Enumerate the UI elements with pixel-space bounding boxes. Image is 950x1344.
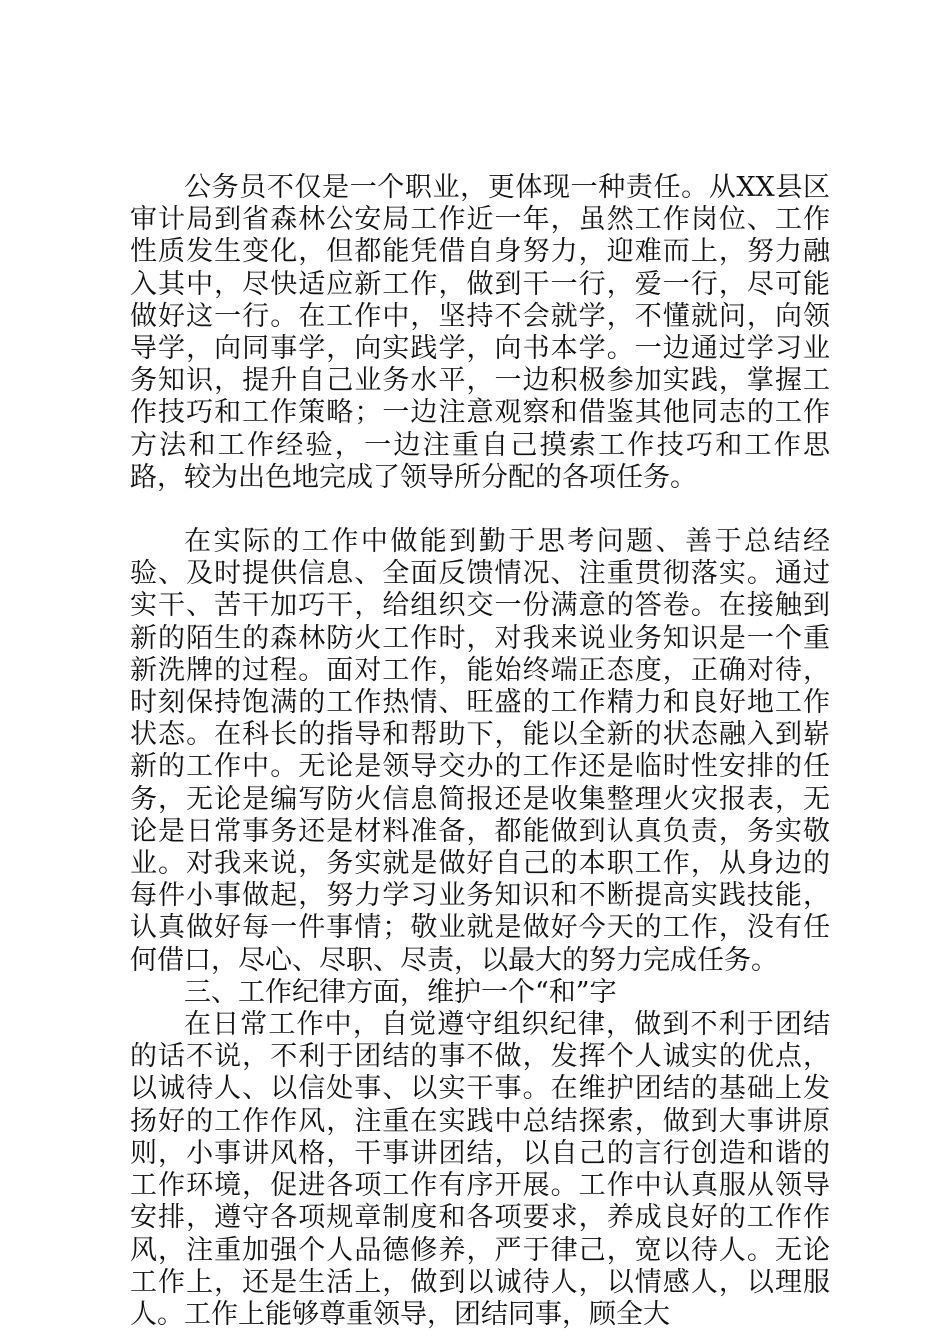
paragraph-responsibility: 公务员不仅是一个职业，更体现一种责任。从XX县区审计局到省森林公安局工作近一年，虽然工作岗位、工作性质发生变化，但都能凭借自身努力，迎难而上，努力融入其中，尽快适应新工作，做到干一行，爱一行，尽可能做好这一行。在工作中，坚持不会就学，不懂就问，向领导学，向同事学，向实践学，向书本学。一边通过学习业务知识，提升自己业务水平，一边积极参加实践，掌握工作技巧和工作策略；一边注意观察和借鉴其他同志的工作方法和工作经验，一边注重自己摸索工作技巧和工作思路，较为出色地完成了领导所分配的各项任务。 bbox=[130, 172, 830, 493]
section-heading-discipline: 三、工作纪律方面，维护一个“和”字 bbox=[184, 976, 617, 1008]
document-page bbox=[130, 172, 830, 1331]
paragraph-practical-work: 在实际的工作中做能到勤于思考问题、善于总结经验、及时提供信息、全面反馈情况、注重贯彻落实。通过实干、苦干加巧干，给组织交一份满意的答卷。在接触到新的陌生的森林防火工作时，对我来说业务知识是一个重新洗牌的过程。面对工作，能始终端正态度，正确对待，时刻保持饱满的工作热情、旺盛的工作精力和良好地工作状态。在科长的指导和帮助下，能以全新的状态融入到崭新的工作中。无论是领导交办的工作还是临时性安排的任务，无论是编写防火信息简报还是收集整理火灾报表，无论是日常事务还是材料准备，都能做到认真负责，务实敬业。对我来说，务实就是做好自己的本职工作，从身边的每件小事做起，努力学习业务知识和不断提高实践技能，认真做好每一件事情；敬业就是做好今天的工作，没有任何借口，尽心、尽职、尽责，以最大的努力完成任务。 bbox=[130, 526, 830, 976]
paragraph-discipline: 在日常工作中，自觉遵守组织纪律，做到不利于团结的话不说，不利于团结的事不做，发挥个人诚实的优点，以诚待人、以信处事、以实干事。在维护团结的基础上发扬好的工作作风，注重在实践中总结探索，做到大事讲原则，小事讲风格，干事讲团结，以自己的言行创造和谐的工作环境，促进各项工作有序开展。工作中认真服从领导安排，遵守各项规章制度和各项要求，养成良好的工作作风，注重加强个人品德修养，严于律己，宽以待人。无论工作上，还是生活上，做到以诚待人，以情感人，以理服人。工作上能够尊重领导，团结同事，顾全大 bbox=[130, 1009, 830, 1330]
